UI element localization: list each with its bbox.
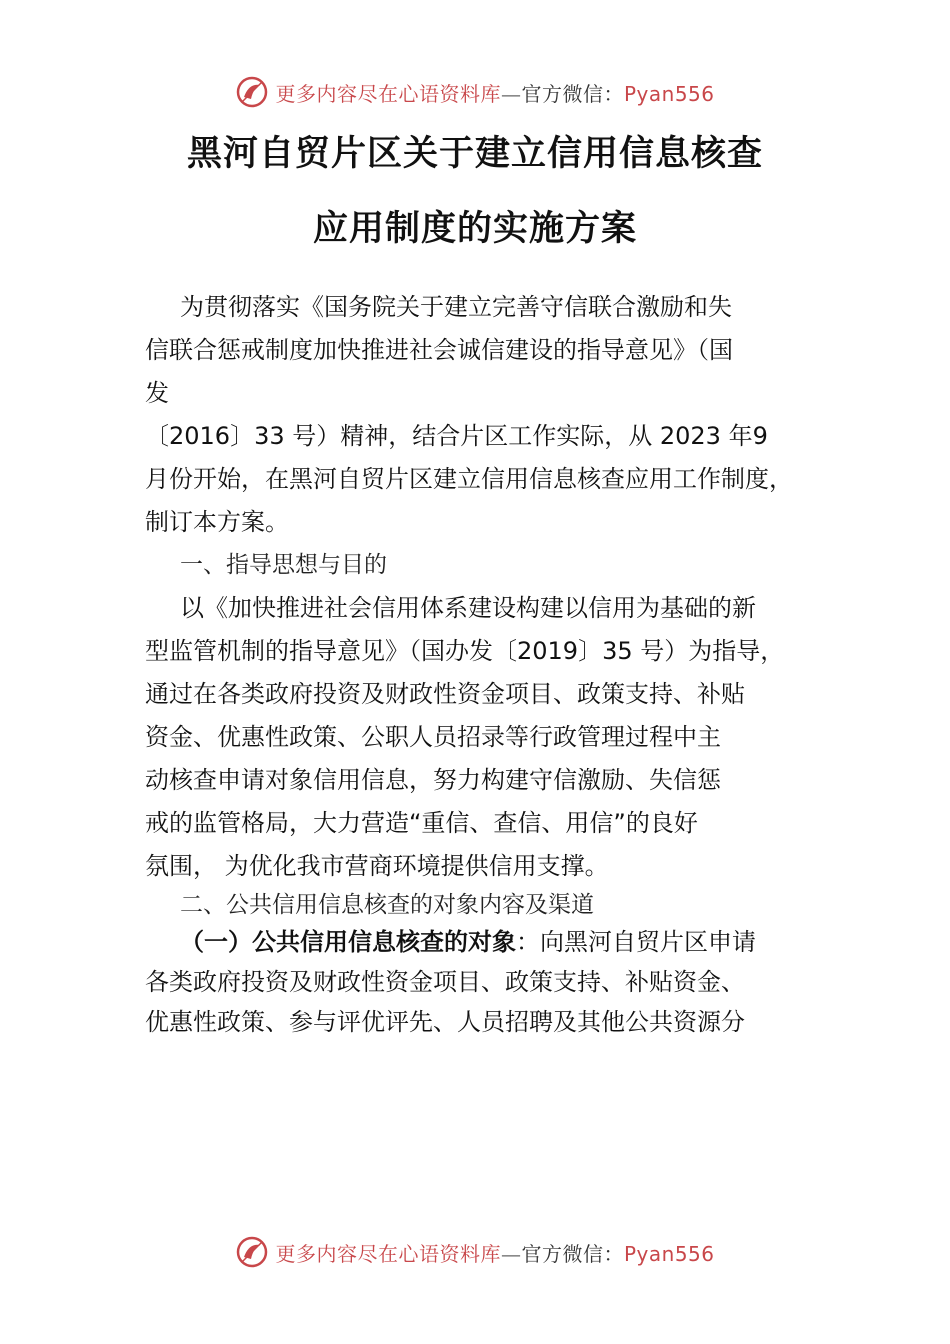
paragraph-line: 动核查申请对象信用信息，努力构建守信激励、失信惩 — [145, 766, 721, 794]
library-logo-icon — [235, 75, 269, 109]
header-banner — [0, 72, 950, 112]
paragraph-line: 以《加快推进社会信用体系建设构建以信用为基础的新 — [180, 594, 756, 622]
section-heading-1: 一、指导思想与目的 — [180, 552, 387, 578]
paragraph-line: 氛围， 为优化我市营商环境提供信用支撑。 — [145, 852, 609, 880]
subsection-heading: （一）公共信用信息核查的对象 — [180, 928, 516, 956]
paragraph-line: 型监管机制的指导意见》（国办发〔2019〕35 号）为指导， — [145, 637, 785, 665]
banner-dash: — — [500, 1241, 522, 1266]
paragraph-line: 制订本方案。 — [145, 508, 289, 536]
paragraph-line — [145, 922, 815, 962]
document-body — [145, 286, 815, 1042]
banner-text — [275, 78, 714, 107]
banner-title: 更多内容尽在心语资料库 — [275, 81, 501, 106]
paragraph-text: ：向黑河自贸片区申请 — [516, 928, 756, 956]
paragraph-line: 为贯彻落实《国务院关于建立完善守信联合激励和失 — [180, 293, 732, 321]
banner-wechat-id: Pyan556 — [623, 81, 715, 106]
section-heading-2: 二、公共信用信息核查的对象内容及渠道 — [180, 892, 594, 918]
paragraph-line: 信联合惩戒制度加快推进社会诚信建设的指导意见》（国 — [145, 336, 733, 364]
banner-text — [275, 1238, 714, 1267]
paragraph-line: 月份开始，在黑河自贸片区建立信用信息核查应用工作制度， — [145, 465, 793, 493]
paragraph-line: 通过在各类政府投资及财政性资金项目、政策支持、补贴 — [145, 680, 745, 708]
paragraph-line: 资金、优惠性政策、公职人员招录等行政管理过程中主 — [145, 723, 721, 751]
banner-wechat-label: 官方微信： — [521, 1241, 624, 1266]
paragraph-line: 〔2016〕33 号）精神，结合片区工作实际，从 2023 年9 — [145, 422, 768, 450]
banner-wechat-label: 官方微信： — [521, 81, 624, 106]
banner-dash: — — [500, 81, 522, 106]
banner-title: 更多内容尽在心语资料库 — [275, 1241, 501, 1266]
doc-title-line-1: 黑河自贸片区关于建立信用信息核查 — [186, 133, 763, 174]
paragraph-line: 各类政府投资及财政性资金项目、政策支持、补贴资金、 — [145, 968, 745, 996]
footer-banner — [0, 1232, 950, 1272]
paragraph-line: 优惠性政策、参与评优评先、人员招聘及其他公共资源分 — [145, 1008, 745, 1036]
banner-wechat-id: Pyan556 — [623, 1241, 715, 1266]
doc-title-line-2: 应用制度的实施方案 — [312, 208, 637, 249]
library-logo-icon — [235, 1235, 269, 1269]
paragraph-line: 发 — [145, 379, 169, 407]
paragraph-line: 戒的监管格局，大力营造“重信、查信、用信”的良好 — [145, 809, 698, 837]
